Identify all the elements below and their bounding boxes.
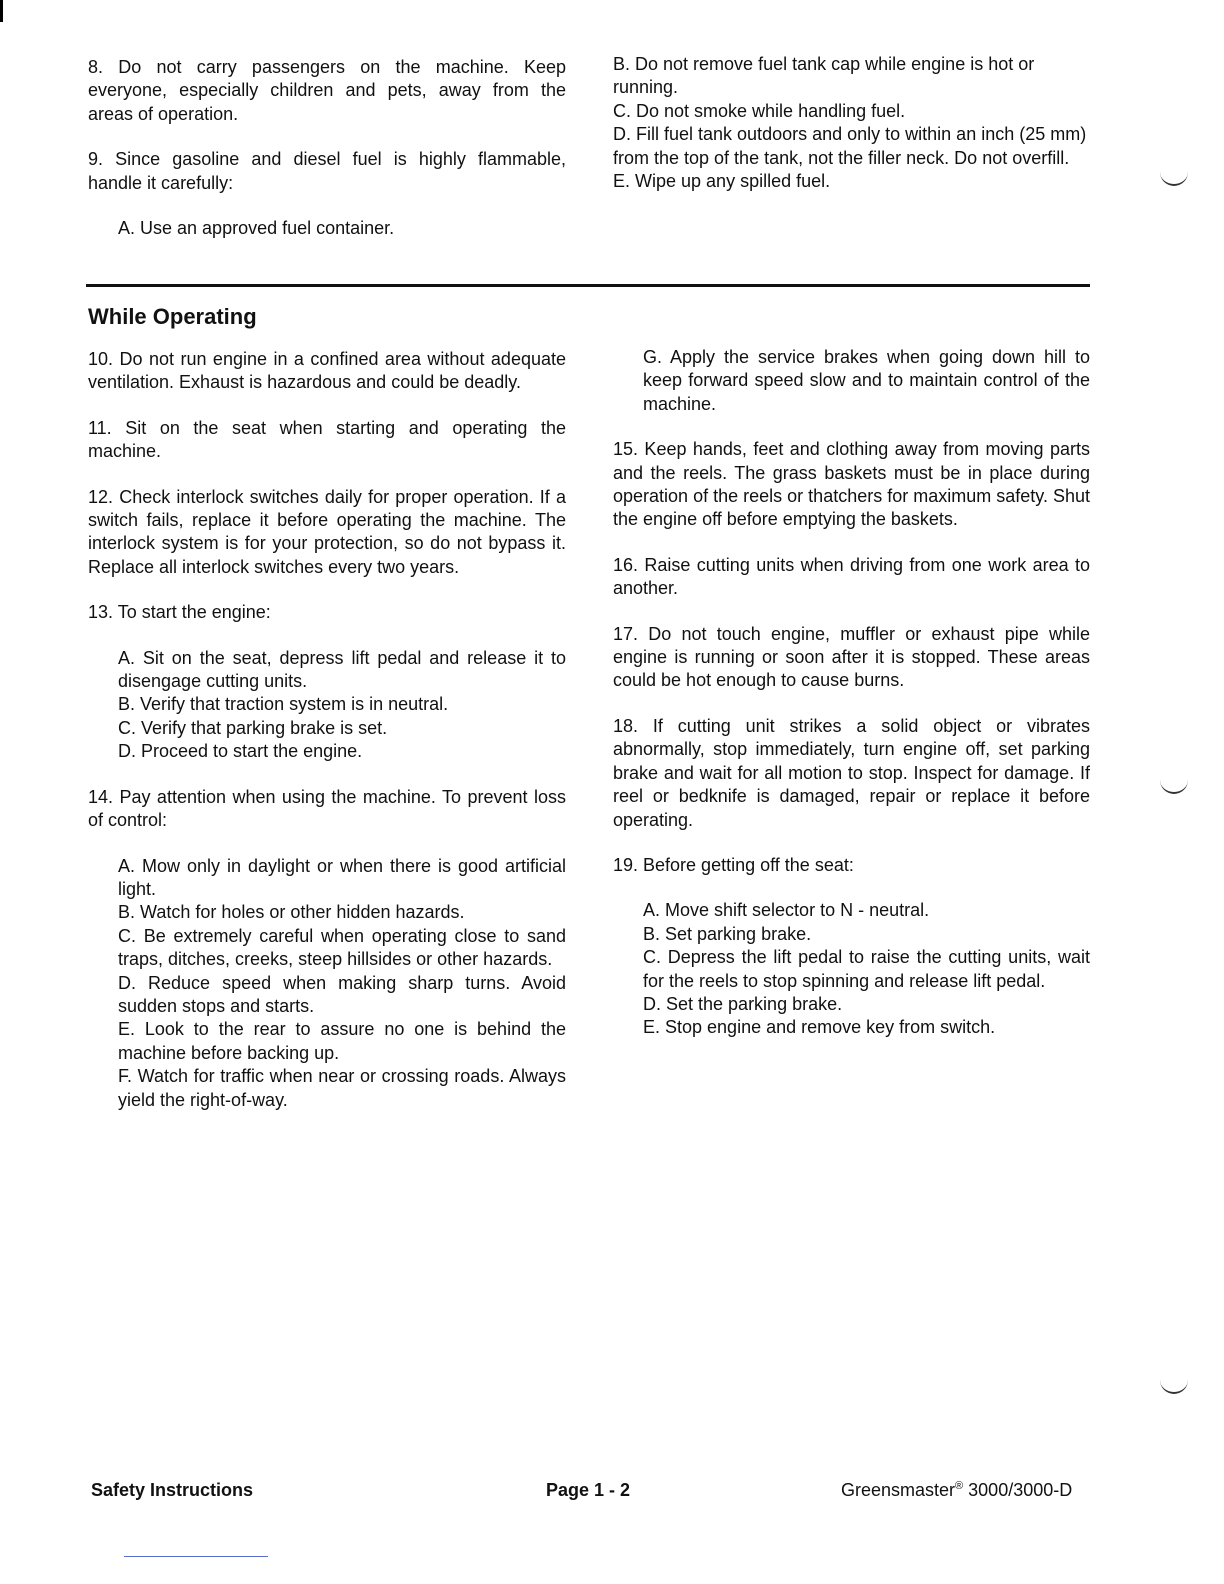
item-11: 11. Sit on the seat when starting and operating the machine. <box>88 417 566 462</box>
item-9-e: E. Wipe up any spilled fuel. <box>613 171 831 192</box>
operating-left-column <box>88 348 566 1112</box>
footer-section-name: Safety Instructions <box>91 1480 254 1500</box>
item-15: 15. Keep hands, feet and clothing away from moving parts and the reels. The grass baskets must be in place during operation of the reels or thatchers for maximum safety. Shut the engine off before emptying the baskets. <box>613 439 1090 530</box>
footer-product-name <box>841 1480 1072 1501</box>
top-left-column <box>88 56 566 240</box>
item-18: 18. If cutting unit strikes a solid object or vibrates abnormally, stop immediately, turn engine off, set parking brake and wait for all motion to stop. Inspect for damage. If reel or bedknife is damaged, repair or replace it before operating. <box>613 715 1090 830</box>
item-13-b: B. Verify that traction system is in neutral. <box>118 694 449 715</box>
registered-mark: ® <box>955 1480 964 1492</box>
item-9: 9. Since gasoline and diesel fuel is highly flammable, handle it carefully: <box>88 149 566 193</box>
item-19-e: E. Stop engine and remove key from switch. <box>643 1017 996 1038</box>
item-17: 17. Do not touch engine, muffler or exhaust pipe while engine is running or soon after it is stopped. These areas could be hot enough to cause burns. <box>613 623 1090 691</box>
item-8: 8. Do not carry passengers on the machine. Keep everyone, especially children and pets, away from the areas of operation. <box>88 57 566 124</box>
item-19-b: B. Set parking brake. <box>643 923 812 944</box>
item-13-c: C. Verify that parking brake is set. <box>118 717 388 738</box>
item-14-g: G. Apply the service brakes when going down hill to keep forward speed slow and to maintain control of the machine. <box>643 347 1090 414</box>
item-19-sublist <box>613 899 1090 1039</box>
item-9-a: A. Use an approved fuel container. <box>118 218 395 239</box>
item-19: 19. Before getting off the seat: <box>613 854 854 875</box>
operating-right-column <box>613 346 1090 1040</box>
item-9-d: D. Fill fuel tank outdoors and only to within an inch (25 mm) from the top of the tank, not the filler neck. Do not overfill. <box>613 124 1087 168</box>
item-14-b: B. Watch for holes or other hidden hazards. <box>118 902 465 923</box>
top-right-column <box>613 53 1090 193</box>
footer-brand: Greensmaster <box>841 1480 956 1500</box>
item-19-a: A. Move shift selector to N - neutral. <box>643 900 930 921</box>
item-14: 14. Pay attention when using the machine. To prevent loss of control: <box>88 786 566 831</box>
item-14-sublist <box>88 855 566 1112</box>
item-10: 10. Do not run engine in a confined area without adequate ventilation. Exhaust is hazardous and could be deadly. <box>88 349 566 393</box>
scan-artifact <box>1160 1380 1188 1394</box>
item-13-d: D. Proceed to start the engine. <box>118 741 363 762</box>
item-13-sublist <box>88 647 566 764</box>
scan-artifact <box>1160 172 1188 186</box>
scan-artifact <box>1160 780 1188 794</box>
item-14-d: D. Reduce speed when making sharp turns. Avoid sudden stops and starts. <box>118 972 566 1016</box>
item-14-e: E. Look to the rear to assure no one is behind the machine before backing up. <box>118 1019 566 1063</box>
bottom-edge-line <box>124 1556 268 1557</box>
item-19-d: D. Set the parking brake. <box>643 993 843 1014</box>
footer-model: 3000/3000-D <box>963 1480 1073 1500</box>
item-14-c: C. Be extremely careful when operating close to sand traps, ditches, creeks, steep hillsides or other hazards. <box>118 925 566 970</box>
footer-page-number: Page 1 - 2 <box>546 1480 631 1500</box>
item-14-a: A. Mow only in daylight or when there is good artificial light. <box>118 855 566 899</box>
section-divider <box>86 284 1090 287</box>
item-14-f: F. Watch for traffic when near or crossing roads. Always yield the right-of-way. <box>118 1066 566 1110</box>
item-13: 13. To start the engine: <box>88 602 271 623</box>
item-19-c: C. Depress the lift pedal to raise the cutting units, wait for the reels to stop spinning and release lift pedal. <box>643 947 1090 991</box>
item-13-a: A. Sit on the seat, depress lift pedal and release it to disengage cutting units. <box>118 647 566 692</box>
item-9-c: C. Do not smoke while handling fuel. <box>613 100 906 121</box>
scan-edge-mark <box>0 0 3 22</box>
item-12: 12. Check interlock switches daily for proper operation. If a switch fails, replace it before operating the machine. The interlock system is for your protection, so do not bypass it. Replace all interlock switches every two years. <box>88 486 566 577</box>
item-16: 16. Raise cutting units when driving from one work area to another. <box>613 554 1090 599</box>
section-title: While Operating <box>88 304 257 329</box>
item-9-b: B. Do not remove fuel tank cap while engine is hot or running. <box>613 54 1035 98</box>
